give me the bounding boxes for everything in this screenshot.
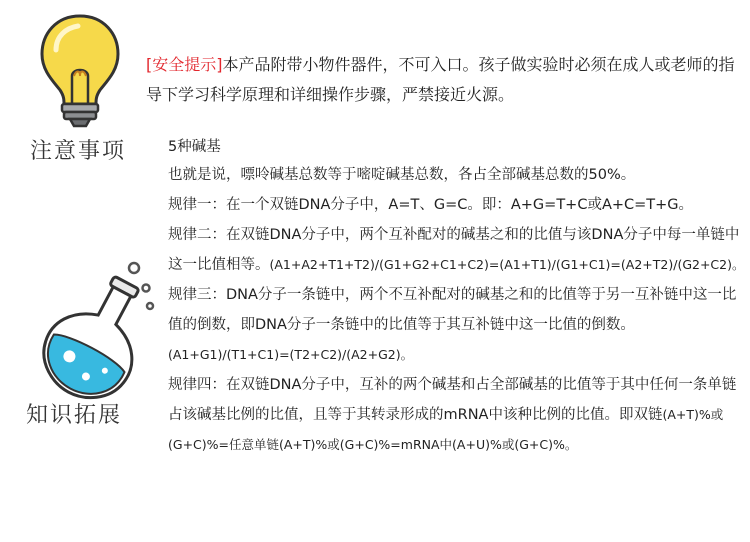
rule-2-formula: (A1+A2+T1+T2)/(G1+G2+C1+C2)=(A1+T1)/(G1+C1)=(A2+T2)/(G2+C2)。 <box>269 257 745 272</box>
notice-label: 注意事项 <box>30 139 127 164</box>
safety-notice <box>146 50 746 110</box>
rule-4 <box>168 370 746 460</box>
rule-3-formula: (A1+G1)/(T1+C1)=(T2+C2)/(A2+G2)。 <box>168 347 414 362</box>
rule-2 <box>168 220 746 280</box>
rule-3 <box>168 280 746 370</box>
paragraph-summary: 也就是说，嘌呤碱基总数等于嘧啶碱基总数，各占全部碱基总数的50%。 <box>168 167 636 183</box>
rule-4-text: 规律四：在双链DNA分子中，互补的两个碱基和占全部碱基的比值等于其中任何一条单链占该碱基比例的比值，且等于其转录形成的mRNA中该种比例的比值。即双链 <box>168 377 737 423</box>
safety-tag: [安全提示] <box>146 55 223 74</box>
extension-label: 知识拓展 <box>26 403 123 428</box>
safety-text: 本产品附带小物件器件，不可入口。孩子做实验时必须在成人或老师的指导下学习科学原理和详细操作步骤，严禁接近火源。 <box>146 55 735 104</box>
light-bulb-icon <box>34 10 126 130</box>
knowledge-content <box>168 134 746 460</box>
rule-2-text: 规律二：在双链DNA分子中，两个互补配对的碱基之和的比值与该DNA分子中每一单链中这一比值相等。 <box>168 227 740 273</box>
rule-4-formula: (A+T)%或(G+C)%=任意单链(A+T)%或(G+C)%=mRNA中(A+U)%或(G+C)%。 <box>168 407 724 452</box>
rule-1: 规律一：在一个双链DNA分子中，A=T、G=C。即：A+G=T+C或A+C=T+G。 <box>168 197 694 213</box>
section-heading: 5种碱基 <box>168 139 221 155</box>
flask-icon <box>22 258 162 408</box>
rule-3-text: 规律三：DNA分子一条链中，两个不互补配对的碱基之和的比值等于另一互补链中这一比值的倒数，即DNA分子一条链中的比值等于其互补链中这一比值的倒数。 <box>168 287 737 333</box>
